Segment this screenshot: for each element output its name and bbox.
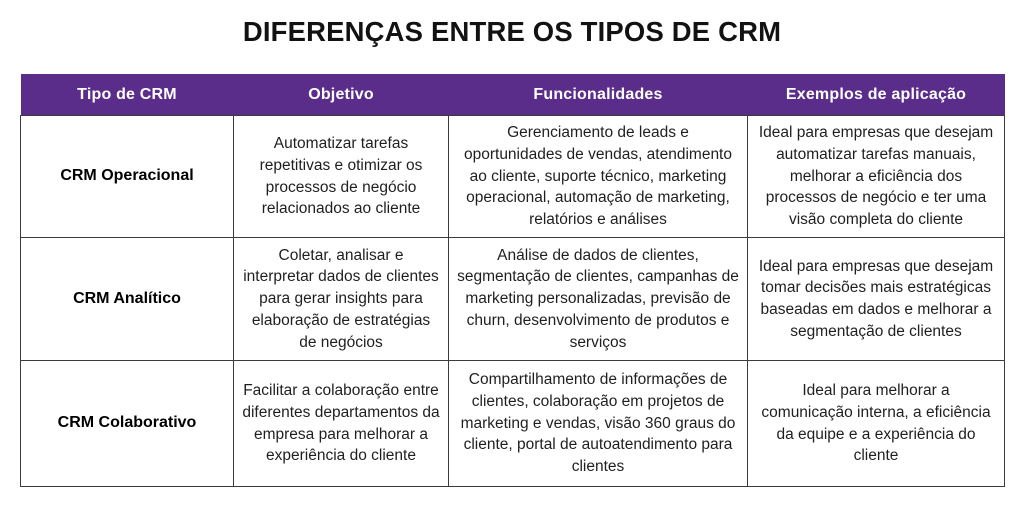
cell-exemplos: Ideal para empresas que desejam tomar decisões mais estratégicas baseadas em dados e melhorar a segmentação de clientes — [748, 238, 1005, 361]
cell-objetivo: Coletar, analisar e interpretar dados de clientes para gerar insights para elaboração de estratégias de negócios — [234, 238, 449, 361]
cell-funcionalidades: Gerenciamento de leads e oportunidades de vendas, atendimento ao cliente, suporte técnico, marketing operacional, automação de marketing, relatórios e análises — [449, 116, 748, 238]
cell-tipo: CRM Colaborativo — [21, 361, 234, 487]
cell-objetivo: Facilitar a colaboração entre diferentes departamentos da empresa para melhorar a experiência do cliente — [234, 361, 449, 487]
cell-exemplos: Ideal para empresas que desejam automatizar tarefas manuais, melhorar a eficiência dos processos de negócio e ter uma visão completa do cliente — [748, 116, 1005, 238]
column-header-funcionalidades: Funcionalidades — [449, 74, 748, 116]
table-row-crm-analitico — [21, 238, 1005, 361]
cell-tipo: CRM Operacional — [21, 116, 234, 238]
cell-funcionalidades: Compartilhamento de informações de clientes, colaboração em projetos de marketing e vendas, visão 360 graus do cliente, portal de autoatendimento para clientes — [449, 361, 748, 487]
column-header-tipo-de-crm: Tipo de CRM — [21, 74, 234, 116]
crm-comparison-table — [20, 74, 1005, 487]
page-title: DIFERENÇAS ENTRE OS TIPOS DE CRM — [242, 16, 782, 47]
column-header-objetivo: Objetivo — [234, 74, 449, 116]
cell-exemplos: Ideal para melhorar a comunicação interna, a eficiência da equipe e a experiência do cliente — [748, 361, 1005, 487]
table-row-crm-operacional — [21, 116, 1005, 238]
cell-funcionalidades: Análise de dados de clientes, segmentação de clientes, campanhas de marketing personalizadas, previsão de churn, desenvolvimento de produtos e serviços — [449, 238, 748, 361]
table-header-row — [21, 74, 1005, 116]
column-header-exemplos-de-aplicacao: Exemplos de aplicação — [748, 74, 1005, 116]
cell-objetivo: Automatizar tarefas repetitivas e otimizar os processos de negócio relacionados ao cliente — [234, 116, 449, 238]
cell-tipo: CRM Analítico — [21, 238, 234, 361]
table-row-crm-colaborativo — [21, 361, 1005, 487]
